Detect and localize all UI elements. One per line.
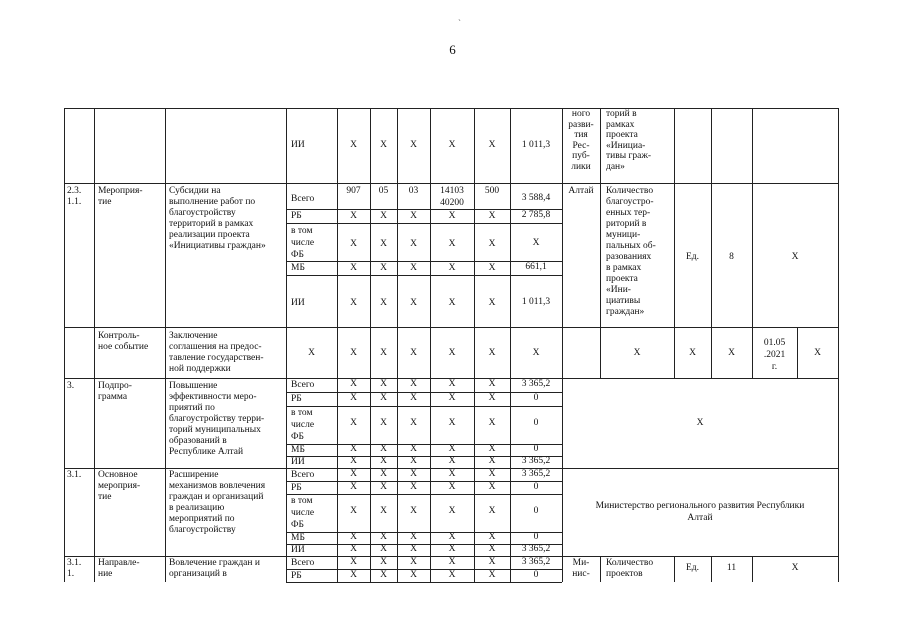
source-label: Всего (291, 380, 315, 390)
merged-x-mark: Х (696, 418, 704, 428)
x-mark: Х (410, 393, 417, 403)
budget-code: Х (448, 211, 456, 221)
budget-code: Х (350, 211, 357, 221)
source-label: в том числе ФБ (291, 408, 315, 442)
x-mark: Х (350, 348, 357, 358)
x-mark: Х (308, 348, 315, 358)
x-mark: Х (488, 557, 496, 567)
column-line (752, 556, 753, 582)
row-number: 3.1. (67, 470, 82, 480)
column-line (510, 108, 511, 582)
column-line (674, 108, 675, 378)
budget-code: Х (448, 263, 456, 273)
budget-code: Х (448, 239, 456, 249)
budget-code: Х (488, 239, 496, 249)
amount-value: 0 (533, 506, 539, 516)
budget-code: Х (410, 298, 417, 308)
source-label: Всего (291, 558, 315, 568)
column-line (397, 108, 398, 582)
row-number: 3.1. 1. (67, 558, 82, 579)
amount-value: 0 (533, 418, 539, 428)
source-label: Всего (291, 194, 315, 204)
table-grid-line (64, 327, 838, 328)
x-mark: Х (380, 506, 387, 516)
x-mark: Х (448, 348, 456, 358)
x-mark: Х (380, 469, 387, 479)
row-name: Субсидии на выполнение работ по благоустройству территорий в рамках реализации проекта «Инициативы граждан» (169, 186, 266, 251)
source-label: ИИ (291, 545, 305, 555)
source-label: в том числе ФБ (291, 496, 315, 530)
amount-value: 0 (533, 482, 539, 492)
x-mark: Х (410, 570, 417, 580)
column-line (752, 108, 753, 327)
source-label: ИИ (291, 457, 305, 467)
control-date: 01.05 .2021 г. (763, 338, 786, 372)
x-mark: Х (380, 348, 387, 358)
x-mark: Х (350, 456, 357, 466)
amount-value: Х (532, 238, 540, 248)
x-mark: Х (410, 469, 417, 479)
x-mark: Х (448, 482, 456, 492)
x-mark: Х (410, 456, 417, 466)
subrow-line (286, 275, 562, 276)
x-mark: Х (350, 532, 357, 542)
responsible-text: Ми- нис- (572, 558, 590, 579)
x-mark: Х (380, 418, 387, 428)
amount-value: 3 365,2 (521, 469, 551, 479)
column-line (600, 108, 601, 327)
budget-code: 907 (346, 186, 361, 196)
responsible-ministry: Министерство регионального развития Республики Алтай (595, 501, 805, 523)
amount-value: 3 365,2 (521, 544, 551, 554)
unit-value: Ед. (685, 252, 699, 262)
column-line (94, 108, 95, 582)
page-mark: ` (458, 18, 461, 28)
x-mark: Х (380, 456, 387, 466)
x-mark: Х (488, 544, 496, 554)
x-mark: Х (488, 570, 496, 580)
amount-value: 0 (533, 570, 539, 580)
source-label: РБ (291, 211, 302, 221)
x-mark: Х (448, 456, 456, 466)
x-mark: Х (448, 418, 456, 428)
row-name: Заключение соглашения на предос- тавление государствен- ной поддержки (169, 331, 264, 374)
x-mark: Х (488, 482, 496, 492)
indicator-text: Количество благоустро- енных тер- риторий в муници- пальных об- разованиях в рамках проекта «Ини- циативы граждан» (606, 186, 656, 317)
subrow-line (286, 223, 562, 224)
subrow-line (286, 582, 562, 583)
column-line (370, 108, 371, 582)
x-mark: Х (728, 348, 735, 358)
column-line (838, 108, 839, 582)
subrow-line (286, 494, 562, 495)
budget-code: Х (350, 263, 357, 273)
x-mark: Х (350, 393, 357, 403)
x-mark: Х (448, 557, 456, 567)
due-value: Х (791, 563, 799, 573)
row-type: Контроль- ное событие (98, 331, 149, 352)
x-mark: Х (448, 444, 456, 454)
x-mark: Х (380, 557, 387, 567)
x-mark: Х (448, 379, 456, 389)
budget-code: Х (410, 263, 417, 273)
x-mark: Х (380, 393, 387, 403)
budget-code: 03 (408, 186, 419, 196)
source-label: МБ (291, 263, 305, 273)
source-label: РБ (291, 483, 302, 493)
x-mark: Х (380, 570, 387, 580)
source-label: ИИ (291, 298, 305, 308)
x-mark: Х (380, 544, 387, 554)
x-mark: Х (488, 532, 496, 542)
x-mark: Х (380, 532, 387, 542)
x-mark: Х (488, 418, 496, 428)
unit-value: Ед. (685, 563, 699, 573)
x-mark: Х (488, 469, 496, 479)
row-name: Расширение механизмов вовлечения граждан и организаций в реализацию мероприятий по благоустройству (169, 470, 266, 535)
x-mark: Х (350, 570, 357, 580)
amount-value: 3 588,4 (521, 193, 551, 203)
x-mark: Х (350, 506, 357, 516)
x-mark: Х (380, 482, 387, 492)
column-line (562, 108, 563, 582)
x-mark: Х (410, 379, 417, 389)
x-mark: Х (448, 532, 456, 542)
amount-value: 3 365,2 (521, 379, 551, 389)
source-label: ИИ (291, 140, 305, 150)
x-mark: Х (633, 348, 641, 358)
x-mark: Х (488, 140, 496, 150)
x-mark: Х (350, 379, 357, 389)
x-mark: Х (380, 444, 387, 454)
amount-value: 1 011,3 (521, 297, 551, 307)
x-mark: Х (488, 456, 496, 466)
budget-code: Х (410, 211, 417, 221)
budget-code: Х (380, 239, 387, 249)
x-mark: Х (410, 348, 417, 358)
amount-value: 3 365,2 (521, 557, 551, 567)
x-mark: Х (410, 418, 417, 428)
x-mark: Х (410, 557, 417, 567)
page-number: 6 (449, 42, 456, 57)
target-value: 11 (726, 563, 737, 573)
column-line (474, 108, 475, 582)
column-line (752, 327, 753, 378)
budget-code: Х (380, 263, 387, 273)
responsible-text: ного разви- тия Рес- пуб- лики (568, 109, 594, 172)
amount-value: 0 (533, 444, 539, 454)
indicator-text: Количество проектов (606, 558, 654, 579)
subrow-line (286, 406, 562, 407)
x-mark: Х (350, 140, 357, 150)
x-mark: Х (488, 506, 496, 516)
amount-value: 2 785,8 (521, 210, 551, 220)
source-label: Всего (291, 470, 315, 480)
x-mark: Х (488, 379, 496, 389)
budget-code: Х (448, 298, 456, 308)
source-label: РБ (291, 394, 302, 404)
amount-value: 0 (533, 393, 539, 403)
table-grid-line (64, 183, 838, 184)
budget-code: Х (350, 298, 357, 308)
column-line (286, 108, 287, 582)
x-mark: Х (350, 482, 357, 492)
column-line (674, 556, 675, 582)
x-mark: Х (410, 140, 417, 150)
x-mark: Х (532, 348, 540, 358)
row-type: Мероприя- тие (98, 186, 143, 207)
x-mark: Х (410, 532, 417, 542)
column-line (430, 108, 431, 582)
row-number: 3. (67, 381, 75, 391)
budget-code: Х (488, 211, 496, 221)
budget-code: Х (488, 263, 496, 273)
column-line (711, 108, 712, 378)
column-line (64, 108, 65, 582)
row-name: Повышение эффективности меро- приятий по благоустройству терри- торий муниципальных образований в Республике Алтай (169, 381, 265, 457)
source-label: МБ (291, 533, 305, 543)
budget-code: Х (380, 211, 387, 221)
column-line (165, 108, 166, 582)
x-mark: Х (448, 506, 456, 516)
x-mark: Х (380, 379, 387, 389)
source-label: РБ (291, 571, 302, 581)
row-number: 2.3. 1.1. (67, 186, 82, 207)
row-type: Подпро- грамма (98, 381, 132, 402)
budget-code: 05 (378, 186, 389, 196)
x-mark: Х (410, 506, 417, 516)
budget-code: Х (380, 298, 387, 308)
x-mark: Х (488, 393, 496, 403)
source-label: в том числе ФБ (291, 226, 315, 260)
column-line (600, 556, 601, 582)
responsible-text: Алтай (568, 186, 594, 196)
amount-value: 3 365,2 (521, 456, 551, 466)
source-label: МБ (291, 445, 305, 455)
table-grid-line (64, 108, 838, 109)
budget-code: Х (488, 298, 496, 308)
row-type: Направле- ние (98, 558, 140, 579)
budget-code: Х (410, 239, 417, 249)
budget-code: 500 (484, 186, 500, 196)
x-mark: Х (380, 140, 387, 150)
x-mark: Х (488, 444, 496, 454)
target-value: 8 (729, 252, 734, 262)
x-mark: Х (448, 140, 456, 150)
indicator-text: торий в рамках проекта «Инициа- тивы граж- дан» (606, 109, 652, 172)
budget-code: Х (350, 239, 357, 249)
amount-value: 1 011,3 (521, 140, 551, 150)
column-line (711, 556, 712, 582)
x-mark: Х (410, 482, 417, 492)
amount-value: 0 (533, 532, 539, 542)
x-mark: Х (689, 348, 696, 358)
row-type: Основное мероприя- тие (98, 470, 141, 502)
x-mark: Х (488, 348, 496, 358)
column-line (797, 327, 798, 378)
x-mark: Х (350, 418, 357, 428)
x-mark: Х (448, 570, 456, 580)
x-mark: Х (814, 348, 821, 358)
x-mark: Х (410, 544, 417, 554)
row-name: Вовлечение граждан и организаций в (169, 558, 260, 579)
x-mark: Х (410, 444, 417, 454)
budget-code: 14103 40200 (440, 186, 464, 208)
x-mark: Х (350, 444, 357, 454)
x-mark: Х (350, 557, 357, 567)
amount-value: 661,1 (525, 262, 547, 272)
x-mark: Х (350, 544, 357, 554)
due-value: Х (791, 252, 799, 262)
x-mark: Х (448, 544, 456, 554)
x-mark: Х (448, 393, 456, 403)
column-line (337, 108, 338, 582)
x-mark: Х (350, 469, 357, 479)
x-mark: Х (448, 469, 456, 479)
column-line (600, 327, 601, 378)
